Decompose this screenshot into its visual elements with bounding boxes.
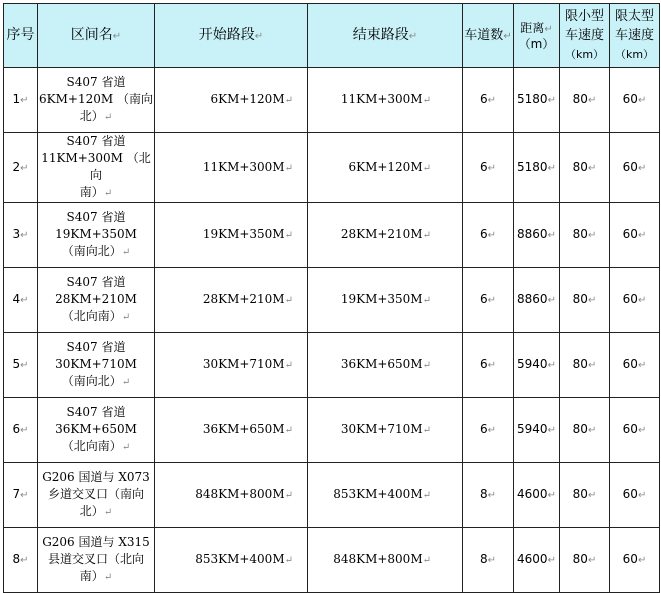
large-speed-text: 60 <box>622 552 638 566</box>
section-name-line <box>38 74 154 91</box>
cell-section-name <box>38 133 155 203</box>
paragraph-mark-icon: ↵ <box>103 112 113 123</box>
large-speed-text: 60 <box>622 92 638 106</box>
cell-large-speed <box>610 333 660 398</box>
paragraph-mark-icon: ↵ <box>121 312 131 323</box>
large-speed-text: 60 <box>622 487 638 501</box>
cell-start-section <box>155 68 308 133</box>
section-name-line <box>38 91 154 108</box>
cell-small-speed <box>560 463 610 528</box>
paragraph-mark-icon: ↵ <box>637 162 647 174</box>
paragraph-mark-icon: ↵ <box>422 295 431 306</box>
cell-lanes <box>463 68 514 133</box>
paragraph-mark-icon: ↵ <box>547 230 556 241</box>
row-number: 1 <box>12 92 21 106</box>
paragraph-mark-icon: ↵ <box>284 230 293 241</box>
end-section-text: 853KM+400M <box>333 487 423 501</box>
section-name-text: 北） <box>79 109 104 123</box>
table-row <box>4 268 660 333</box>
paragraph-mark-icon: ↵ <box>20 360 29 371</box>
end-section-text: 36KM+650M <box>340 357 423 371</box>
cell-section-name <box>38 398 155 463</box>
cell-lanes <box>463 268 514 333</box>
cell-large-speed <box>610 463 660 528</box>
distance-text: 8860 <box>517 227 548 241</box>
paragraph-mark-icon: ↵ <box>487 162 497 174</box>
paragraph-mark-icon: ↵ <box>20 490 29 501</box>
paragraph-mark-icon: ↵ <box>587 425 597 436</box>
row-number: 5 <box>12 357 21 371</box>
cell-large-speed <box>610 398 660 463</box>
header-distance-unit: （m） <box>518 36 555 51</box>
row-number: 6 <box>12 422 21 436</box>
small-speed-text: 80 <box>572 92 588 106</box>
end-section-text: 848KM+800M <box>333 552 423 566</box>
cell-end-section <box>308 398 463 463</box>
paragraph-mark-icon: ↵ <box>503 30 512 42</box>
cell-distance <box>514 268 560 333</box>
cell-end-section <box>308 68 463 133</box>
paragraph-mark-icon: ↵ <box>637 360 647 371</box>
section-name-line <box>38 209 154 226</box>
table-row <box>4 463 660 528</box>
paragraph-mark-icon: ↵ <box>422 162 431 174</box>
section-name-line <box>38 438 154 456</box>
distance-text: 5940 <box>517 357 548 371</box>
cell-distance <box>514 528 560 593</box>
paragraph-mark-icon: ↵ <box>487 360 497 371</box>
lanes-text: 6 <box>479 92 488 106</box>
header-distance: 距离↵ （m） <box>514 4 560 68</box>
paragraph-mark-icon: ↵ <box>547 425 556 436</box>
section-name-line <box>38 243 154 261</box>
paragraph-mark-icon: ↵ <box>422 230 431 241</box>
paragraph-mark-icon: ↵ <box>547 490 556 501</box>
table-row <box>4 398 660 463</box>
header-large-line1: 限太型 <box>614 9 654 24</box>
section-name-text: S407 省道 <box>66 275 126 289</box>
section-name-line <box>38 373 154 391</box>
lanes-text: 6 <box>479 422 488 436</box>
section-name-line <box>38 551 154 568</box>
header-lanes: 车道数↵ <box>463 4 514 68</box>
paragraph-mark-icon: ↵ <box>422 490 431 501</box>
row-number: 7 <box>12 487 21 501</box>
paragraph-mark-icon: ↵ <box>20 95 29 106</box>
cell-section-name <box>38 463 155 528</box>
table-row <box>4 528 660 593</box>
cell-small-speed <box>560 333 610 398</box>
cell-section-name <box>38 68 155 133</box>
cell-lanes <box>463 333 514 398</box>
cell-distance <box>514 398 560 463</box>
section-name-text: 36KM+650M <box>55 422 137 436</box>
section-name-text: 19KM+350M <box>55 227 137 241</box>
paragraph-mark-icon: ↵ <box>487 425 497 436</box>
paragraph-mark-icon: ↵ <box>422 425 431 436</box>
paragraph-mark-icon: ↵ <box>587 360 597 371</box>
section-name-text: （南向北） <box>61 374 122 388</box>
section-name-text: G206 国道与 X315 <box>42 535 150 549</box>
distance-text: 8860 <box>517 292 548 306</box>
lanes-text: 8 <box>479 487 488 501</box>
section-name-text: S407 省道 <box>66 340 126 354</box>
cell-lanes <box>463 398 514 463</box>
header-large-line2: 车速度 <box>614 28 654 43</box>
paragraph-mark-icon: ↵ <box>587 555 597 566</box>
end-section-text: 19KM+350M <box>340 292 423 306</box>
section-name-line <box>38 133 154 150</box>
cell-lanes <box>463 133 514 203</box>
section-name-text: 乡道交叉口（南向 <box>47 487 144 501</box>
distance-text: 5940 <box>517 422 548 436</box>
table-body <box>4 68 660 593</box>
paragraph-mark-icon: ↵ <box>20 295 29 306</box>
cell-end-section <box>308 203 463 268</box>
start-section-text: 6KM+120M <box>210 92 285 106</box>
large-speed-text: 60 <box>622 357 638 371</box>
distance-text: 5180 <box>517 159 548 174</box>
cell-no <box>4 133 38 203</box>
cell-large-speed <box>610 68 660 133</box>
start-section-text: 853KM+400M <box>195 552 285 566</box>
cell-no <box>4 463 38 528</box>
section-name-line <box>38 469 154 486</box>
paragraph-mark-icon: ↵ <box>422 360 431 371</box>
paragraph-mark-icon: ↵ <box>20 555 29 566</box>
small-speed-text: 80 <box>572 292 588 306</box>
section-name-line <box>38 568 154 586</box>
paragraph-mark-icon: ↵ <box>422 95 431 106</box>
section-name-text: S407 省道 <box>66 75 126 89</box>
header-small-speed <box>560 4 610 68</box>
cell-no <box>4 398 38 463</box>
section-name-line <box>38 339 154 356</box>
start-section-text: 19KM+350M <box>202 227 285 241</box>
cell-lanes <box>463 528 514 593</box>
section-name-text: 南） <box>79 185 104 199</box>
speed-limit-table <box>3 3 660 593</box>
small-speed-text: 80 <box>572 159 588 174</box>
cell-small-speed <box>560 68 610 133</box>
cell-start-section <box>155 203 308 268</box>
cell-section-name <box>38 268 155 333</box>
cell-distance <box>514 333 560 398</box>
cell-large-speed <box>610 268 660 333</box>
paragraph-mark-icon: ↵ <box>637 425 647 436</box>
section-name-text: 6KM+120M （南向 <box>39 92 153 106</box>
lanes-text: 6 <box>479 227 488 241</box>
cell-small-speed <box>560 528 610 593</box>
paragraph-mark-icon: ↵ <box>20 425 29 436</box>
cell-distance <box>514 68 560 133</box>
section-name-text: 县道交叉口（北向 <box>47 552 144 566</box>
paragraph-mark-icon: ↵ <box>121 247 131 258</box>
paragraph-mark-icon: ↵ <box>587 490 597 501</box>
section-name-line <box>38 404 154 421</box>
lanes-text: 8 <box>479 552 488 566</box>
cell-lanes <box>463 463 514 528</box>
cell-end-section <box>308 268 463 333</box>
row-number: 4 <box>12 292 21 306</box>
paragraph-mark-icon: ↵ <box>587 295 597 306</box>
cell-distance <box>514 133 560 203</box>
section-name-line <box>38 534 154 551</box>
lanes-text: 6 <box>479 159 488 174</box>
start-section-text: 848KM+800M <box>195 487 285 501</box>
paragraph-mark-icon: ↵ <box>121 377 131 388</box>
cell-large-speed <box>610 203 660 268</box>
section-name-line <box>38 184 154 202</box>
section-name-line <box>38 486 154 503</box>
section-name-text: （南向北） <box>61 244 122 258</box>
large-speed-text: 60 <box>622 227 638 241</box>
small-speed-text: 80 <box>572 422 588 436</box>
cell-no <box>4 333 38 398</box>
cell-start-section <box>155 333 308 398</box>
section-name-text: 南） <box>79 569 104 583</box>
paragraph-mark-icon: ↵ <box>284 95 293 106</box>
end-section-text: 6KM+120M <box>348 159 423 174</box>
large-speed-text: 60 <box>622 422 638 436</box>
paragraph-mark-icon: ↵ <box>112 30 122 42</box>
cell-small-speed <box>560 268 610 333</box>
cell-large-speed <box>610 133 660 203</box>
paragraph-mark-icon: ↵ <box>103 507 113 518</box>
paragraph-mark-icon: ↵ <box>487 490 497 501</box>
row-number: 2 <box>12 159 21 174</box>
paragraph-mark-icon: ↵ <box>103 188 113 199</box>
cell-start-section <box>155 398 308 463</box>
paragraph-mark-icon: ↵ <box>544 23 553 35</box>
paragraph-mark-icon: ↵ <box>284 490 293 501</box>
lanes-text: 6 <box>479 357 488 371</box>
cell-no <box>4 68 38 133</box>
section-name-text: （北向南） <box>61 309 122 323</box>
paragraph-mark-icon: ↵ <box>547 162 556 174</box>
paragraph-mark-icon: ↵ <box>284 555 293 566</box>
paragraph-mark-icon: ↵ <box>637 95 647 106</box>
paragraph-mark-icon: ↵ <box>637 230 647 241</box>
section-name-text: G206 国道与 X073 <box>42 470 150 484</box>
section-name-text: 北） <box>79 504 104 518</box>
cell-small-speed <box>560 398 610 463</box>
paragraph-mark-icon: ↵ <box>422 555 431 566</box>
header-name: 区间名↵ <box>38 4 155 68</box>
section-name-line <box>38 308 154 326</box>
header-small-line2: 车速度 <box>564 28 604 43</box>
header-small-line1: 限小型 <box>564 9 604 24</box>
section-name-line <box>38 108 154 126</box>
section-name-line <box>38 291 154 308</box>
start-section-text: 11KM+300M <box>202 159 285 174</box>
paragraph-mark-icon: ↵ <box>487 295 497 306</box>
table-row <box>4 333 660 398</box>
large-speed-text: 60 <box>622 292 638 306</box>
cell-start-section <box>155 268 308 333</box>
cell-start-section <box>155 463 308 528</box>
end-section-text: 11KM+300M <box>340 92 423 106</box>
paragraph-mark-icon: ↵ <box>547 360 556 371</box>
small-speed-text: 80 <box>572 552 588 566</box>
distance-text: 4600 <box>517 552 548 566</box>
paragraph-mark-icon: ↵ <box>121 442 131 453</box>
row-number: 8 <box>12 552 21 566</box>
cell-distance <box>514 463 560 528</box>
cell-lanes <box>463 203 514 268</box>
section-name-text: S407 省道 <box>66 210 126 224</box>
cell-small-speed <box>560 203 610 268</box>
section-name-text: 30KM+710M <box>55 357 137 371</box>
header-row <box>4 4 660 68</box>
paragraph-mark-icon: ↵ <box>637 555 647 566</box>
header-end: 结束路段↵ <box>308 4 463 68</box>
header-large-unit: （km） <box>614 48 655 61</box>
lanes-text: 6 <box>479 292 488 306</box>
header-large-speed <box>610 4 660 68</box>
section-name-line <box>38 421 154 438</box>
paragraph-mark-icon: ↵ <box>20 162 29 174</box>
small-speed-text: 80 <box>572 227 588 241</box>
large-speed-text: 60 <box>622 159 638 174</box>
cell-section-name <box>38 333 155 398</box>
paragraph-mark-icon: ↵ <box>20 230 29 241</box>
paragraph-mark-icon: ↵ <box>637 295 647 306</box>
paragraph-mark-icon: ↵ <box>254 30 264 42</box>
section-name-line <box>38 356 154 373</box>
cell-end-section <box>308 333 463 398</box>
paragraph-mark-icon: ↵ <box>547 295 556 306</box>
cell-large-speed <box>610 528 660 593</box>
distance-text: 5180 <box>517 92 548 106</box>
cell-end-section <box>308 528 463 593</box>
distance-text: 4600 <box>517 487 548 501</box>
start-section-text: 30KM+710M <box>202 357 285 371</box>
section-name-text: 28KM+210M <box>55 292 137 306</box>
header-small-unit: （km） <box>564 48 605 61</box>
paragraph-mark-icon: ↵ <box>284 425 293 436</box>
paragraph-mark-icon: ↵ <box>547 555 556 566</box>
cell-no <box>4 203 38 268</box>
cell-no <box>4 268 38 333</box>
start-section-text: 36KM+650M <box>202 422 285 436</box>
start-section-text: 28KM+210M <box>202 292 285 306</box>
paragraph-mark-icon: ↵ <box>487 95 497 106</box>
table-row <box>4 68 660 133</box>
cell-section-name <box>38 528 155 593</box>
section-name-line <box>38 274 154 291</box>
paragraph-mark-icon: ↵ <box>487 555 497 566</box>
cell-end-section <box>308 463 463 528</box>
row-number: 3 <box>12 227 21 241</box>
cell-section-name <box>38 203 155 268</box>
paragraph-mark-icon: ↵ <box>637 490 647 501</box>
paragraph-mark-icon: ↵ <box>587 230 597 241</box>
table-row <box>4 133 660 203</box>
section-name-text: （北向南） <box>61 439 122 453</box>
cell-start-section <box>155 133 308 203</box>
paragraph-mark-icon: ↵ <box>587 95 597 106</box>
section-name-line <box>38 226 154 243</box>
section-name-text: 11KM+300M （北向 <box>41 151 151 182</box>
cell-no <box>4 528 38 593</box>
small-speed-text: 80 <box>572 487 588 501</box>
table-row <box>4 203 660 268</box>
paragraph-mark-icon: ↵ <box>103 572 113 583</box>
cell-distance <box>514 203 560 268</box>
end-section-text: 28KM+210M <box>340 227 423 241</box>
paragraph-mark-icon: ↵ <box>587 162 597 174</box>
header-no: 序号 <box>4 4 38 68</box>
section-name-line <box>38 503 154 521</box>
cell-start-section <box>155 528 308 593</box>
section-name-text: S407 省道 <box>66 134 126 148</box>
end-section-text: 30KM+710M <box>340 422 423 436</box>
paragraph-mark-icon: ↵ <box>284 360 293 371</box>
paragraph-mark-icon: ↵ <box>284 162 293 174</box>
small-speed-text: 80 <box>572 357 588 371</box>
paragraph-mark-icon: ↵ <box>547 95 556 106</box>
cell-small-speed <box>560 133 610 203</box>
paragraph-mark-icon: ↵ <box>408 30 418 42</box>
section-name-line <box>38 150 154 184</box>
paragraph-mark-icon: ↵ <box>487 230 497 241</box>
section-name-text: S407 省道 <box>66 405 126 419</box>
header-start: 开始路段↵ <box>155 4 308 68</box>
cell-end-section <box>308 133 463 203</box>
paragraph-mark-icon: ↵ <box>284 295 293 306</box>
